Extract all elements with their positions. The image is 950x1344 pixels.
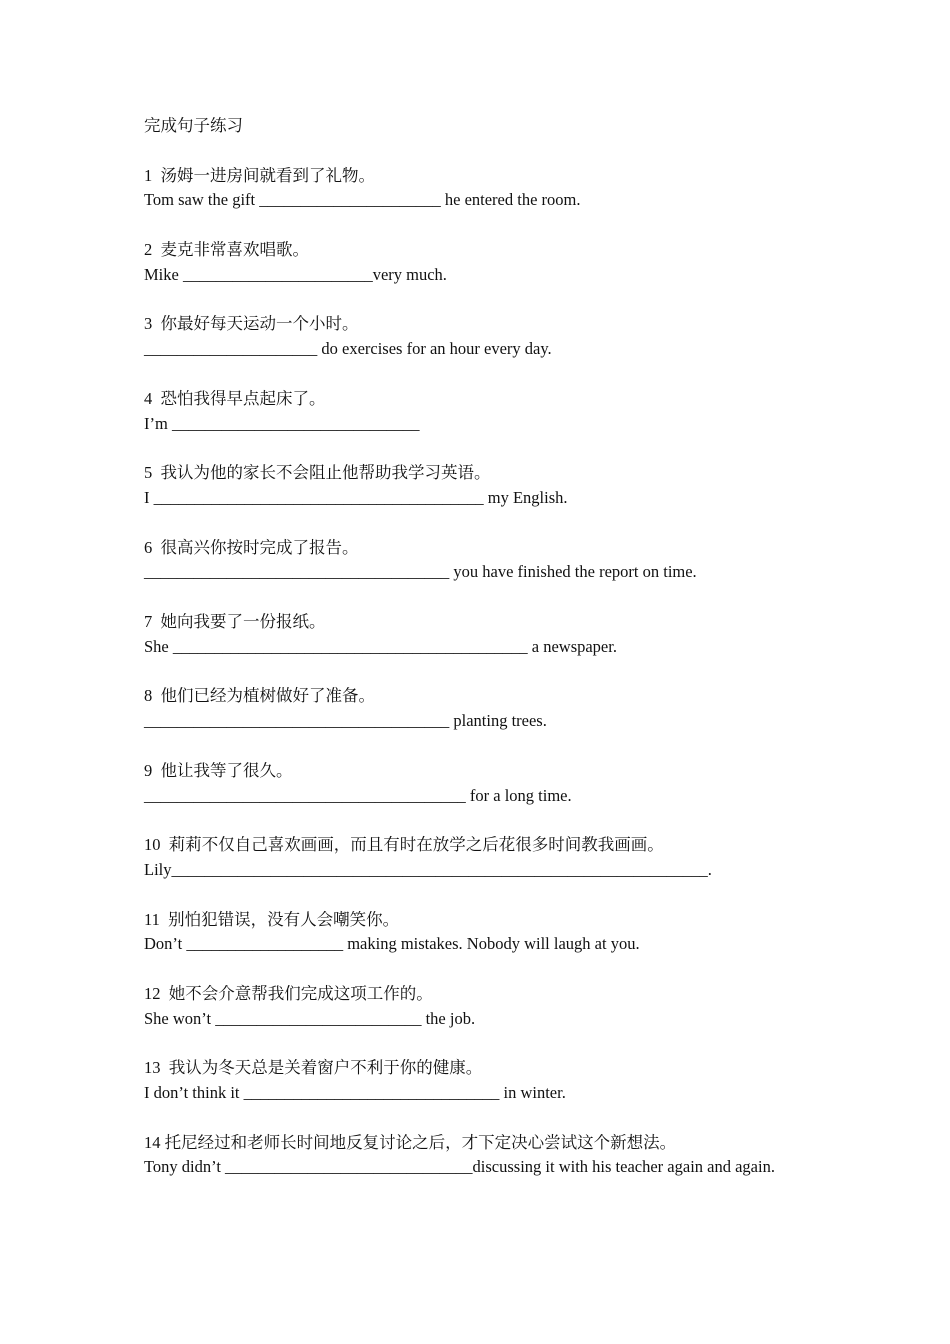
exercise-item [144,684,808,734]
exercise-item [144,1056,808,1106]
exercise-chinese: 3 你最好每天运动一个小时。 [144,314,359,334]
exercise-english: She ___________________________________________ a newspaper. [144,636,617,656]
exercise-item [144,908,808,958]
exercise-item [144,759,808,809]
exercise-chinese: 14 托尼经过和老师长时间地反复讨论之后，才下定决心尝试这个新想法。 [144,1132,677,1152]
exercise-chinese: 1 汤姆一进房间就看到了礼物。 [144,165,375,185]
exercise-chinese: 2 麦克非常喜欢唱歌。 [144,239,309,259]
exercise-english: Don’t ___________________ making mistakes. Nobody will laugh at you. [144,934,640,954]
exercise-item [144,164,808,214]
exercise-chinese: 4 恐怕我得早点起床了。 [144,388,326,408]
exercise-english: She won’t _________________________ the job. [144,1008,476,1028]
exercise-chinese: 10 莉莉不仅自己喜欢画画，而且有时在放学之后花很多时间教我画画。 [144,835,664,855]
exercise-english: Lily_________________________________________________________________. [144,859,712,879]
worksheet-title: 完成句子练习 [144,116,243,135]
exercise-chinese: 7 她向我要了一份报纸。 [144,611,326,631]
exercise-chinese: 8 他们已经为植树做好了准备。 [144,686,375,706]
exercise-chinese: 11 别怕犯错误，没有人会嘲笑你。 [144,909,400,929]
exercise-english: Tom saw the gift ______________________ he entered the room. [144,190,581,210]
exercise-item [144,536,808,586]
exercise-english: Tony didn’t ______________________________discussing it with his teacher again and again. [144,1157,775,1177]
exercise-chinese: 12 她不会介意帮我们完成这项工作的。 [144,983,433,1003]
exercise-english: I’m ______________________________ [144,413,420,433]
exercise-item [144,312,808,362]
exercise-item [144,610,808,660]
exercise-english: Mike _______________________very much. [144,264,447,284]
exercise-item [144,982,808,1032]
exercise-item [144,833,808,883]
exercise-english: _______________________________________ for a long time. [144,785,572,805]
exercise-english: _____________________ do exercises for an hour every day. [144,339,552,359]
exercise-english: _____________________________________ planting trees. [144,711,547,731]
exercise-item [144,461,808,511]
exercise-english: I don’t think it _______________________________ in winter. [144,1083,566,1103]
worksheet-page [144,114,808,1180]
exercise-english: _____________________________________ you have finished the report on time. [144,562,697,582]
exercise-english: I ________________________________________ my English. [144,487,568,507]
exercise-item [144,387,808,437]
exercise-item [144,238,808,288]
exercise-chinese: 5 我认为他的家长不会阻止他帮助我学习英语。 [144,463,491,483]
exercise-chinese: 9 他让我等了很久。 [144,760,293,780]
exercise-chinese: 6 很高兴你按时完成了报告。 [144,537,359,557]
exercise-chinese: 13 我认为冬天总是关着窗户不利于你的健康。 [144,1058,483,1078]
exercise-item [144,1131,808,1181]
